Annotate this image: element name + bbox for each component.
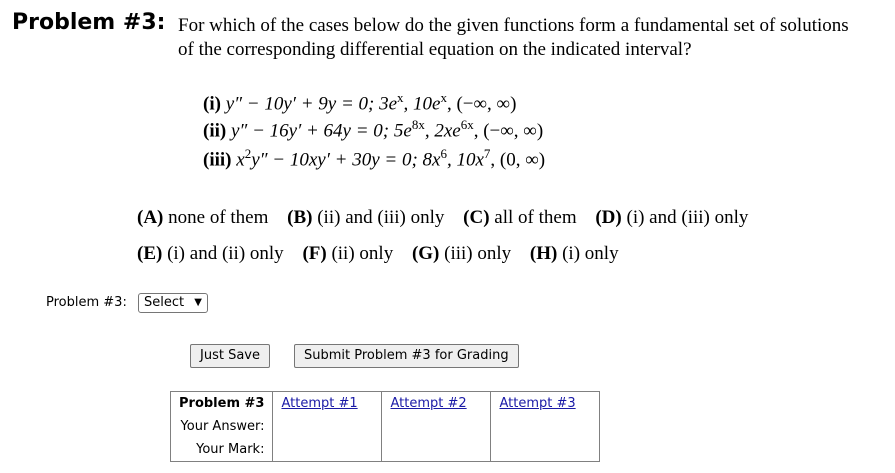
answer-label: Problem #3: <box>46 295 127 310</box>
attempt-1-link[interactable]: Attempt #1 <box>273 392 382 416</box>
case-label: (i) <box>203 93 221 115</box>
case-exponent: x <box>440 90 447 105</box>
choice-text: (i) and (ii) only <box>167 243 284 264</box>
choice-letter: (A) <box>137 207 164 228</box>
mark-cell <box>382 438 491 462</box>
grades-table <box>170 391 600 462</box>
case-exponent: x <box>397 90 404 105</box>
case-interval: , (0, ∞) <box>490 149 546 171</box>
case-equation: , 2xe <box>424 120 461 142</box>
choice-letter: (B) <box>287 207 313 228</box>
attempt-2-link[interactable]: Attempt #2 <box>382 392 491 416</box>
case-exponent: 7 <box>483 146 491 161</box>
case-equation: y″ − 10y′ + 9y = 0; 3e <box>225 93 398 115</box>
choice-letter: (E) <box>137 243 163 264</box>
choice-letter: (D) <box>595 207 622 228</box>
case-equation: , 10x <box>446 149 484 171</box>
choice-text: (iii) only <box>444 243 512 264</box>
choice-text: (i) and (iii) only <box>626 207 749 228</box>
select-value: Select <box>144 295 185 310</box>
choice-text: none of them <box>168 207 269 228</box>
choice-text: all of them <box>494 207 577 228</box>
mark-cell <box>273 438 382 462</box>
case-equation: , 10e <box>403 93 441 115</box>
case-ii <box>203 117 543 142</box>
submit-grading-button[interactable]: Submit Problem #3 for Grading <box>294 344 519 368</box>
case-equation: y″ − 16y′ + 64y = 0; 5e <box>230 120 412 142</box>
choice-f <box>302 243 393 264</box>
case-equation: x <box>236 149 245 171</box>
choice-d <box>595 207 748 228</box>
your-answer-label: Your Answer: <box>171 415 273 438</box>
just-save-button[interactable]: Just Save <box>190 344 270 368</box>
choice-letter: (C) <box>463 207 490 228</box>
case-exponent: 2 <box>244 146 252 161</box>
answer-select[interactable] <box>138 293 208 313</box>
choice-letter: (F) <box>302 243 327 264</box>
case-iii <box>203 146 545 171</box>
choice-c <box>463 207 576 228</box>
case-label: (ii) <box>203 120 227 142</box>
choices-row-1 <box>137 207 762 229</box>
attempt-3-link[interactable]: Attempt #3 <box>491 392 600 416</box>
choice-b <box>287 207 444 228</box>
choices-row-2 <box>137 243 633 265</box>
case-interval: , (−∞, ∞) <box>446 93 517 115</box>
choice-a <box>137 207 268 228</box>
mark-cell <box>491 438 600 462</box>
chevron-down-icon: ▼ <box>194 297 202 308</box>
case-label: (iii) <box>203 149 232 171</box>
case-exponent: 8x <box>411 117 425 132</box>
answer-cell <box>273 415 382 438</box>
case-i <box>203 90 516 115</box>
choice-text: (ii) only <box>331 243 394 264</box>
case-exponent: 6 <box>440 146 447 161</box>
case-exponent: 6x <box>460 117 474 132</box>
question-line-1: For which of the cases below do the given functions form a fundamental set of solutions <box>178 15 849 36</box>
choice-letter: (G) <box>411 243 440 264</box>
grades-table-header: Problem #3 <box>171 392 273 416</box>
problem-heading: Problem #3: <box>12 10 166 35</box>
choice-e <box>137 243 284 264</box>
answer-cell <box>382 415 491 438</box>
choice-text: (ii) and (iii) only <box>317 207 445 228</box>
your-mark-label: Your Mark: <box>171 438 273 462</box>
choice-h <box>530 243 619 264</box>
choice-g <box>412 243 511 264</box>
case-interval: , (−∞, ∞) <box>473 120 544 142</box>
question-text <box>178 14 893 62</box>
case-equation: y″ − 10xy′ + 30y = 0; 8x <box>251 149 441 171</box>
answer-cell <box>491 415 600 438</box>
question-line-2: of the corresponding differential equation on the indicated interval? <box>178 39 692 60</box>
choice-text: (i) only <box>562 243 619 264</box>
choice-letter: (H) <box>529 243 558 264</box>
